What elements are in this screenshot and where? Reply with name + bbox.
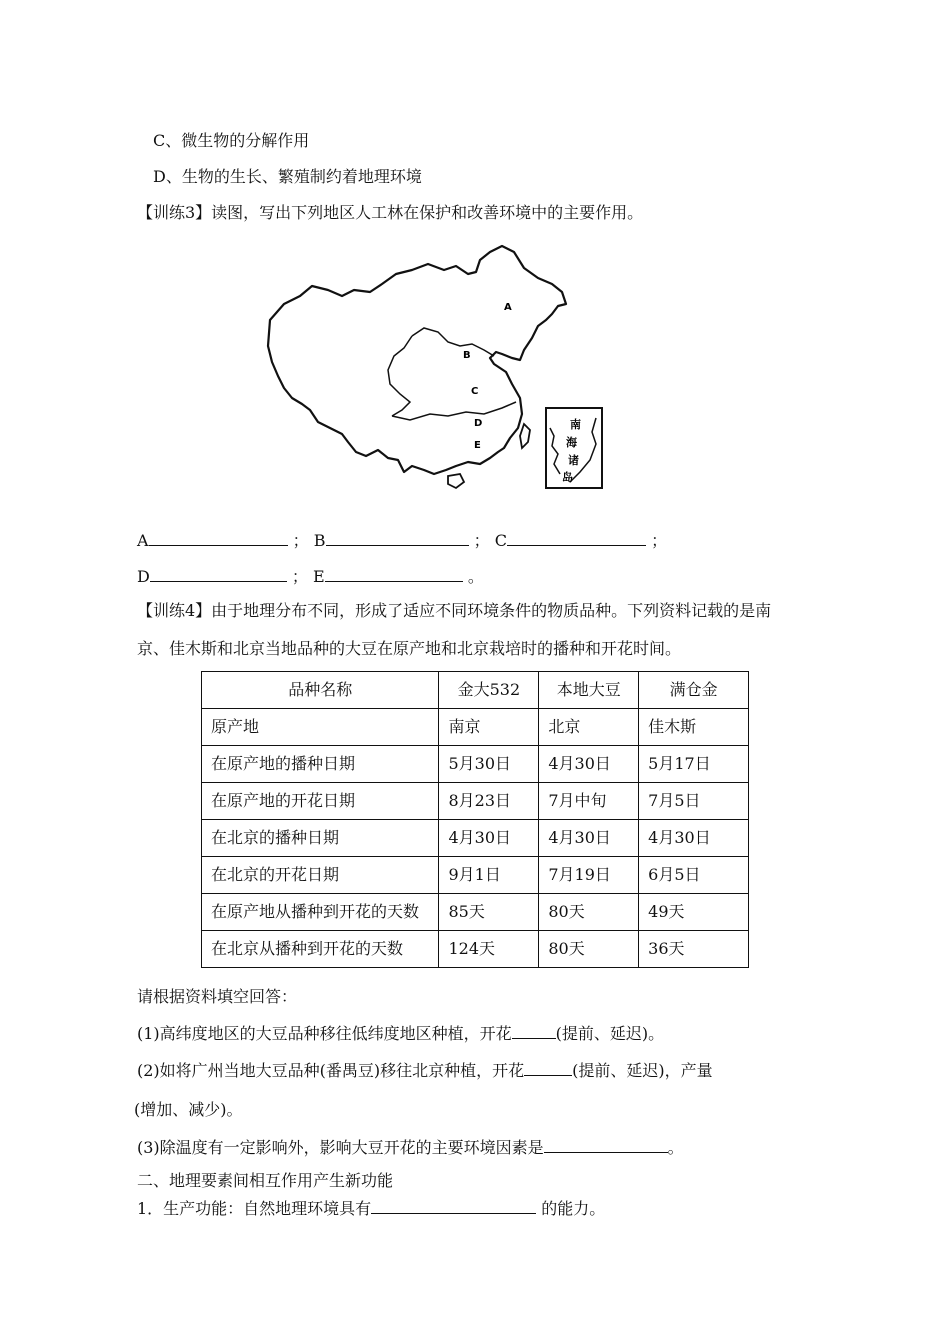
soybean-table <box>201 671 749 968</box>
table-cell: 80天 <box>539 931 639 968</box>
table-cell: 4月30日 <box>539 820 639 857</box>
question-2-options: (提前、延迟)，产量 <box>572 1061 713 1080</box>
table-cell: 4月30日 <box>539 746 639 783</box>
answer-d-label: D <box>137 567 150 586</box>
question-2 <box>137 1057 713 1081</box>
answer-a-sep: ； <box>292 531 309 550</box>
table-cell: 南京 <box>439 709 539 746</box>
table-cell: 8月23日 <box>439 783 539 820</box>
table-cell: 85天 <box>439 894 539 931</box>
map-label-a: A <box>504 302 512 313</box>
map-label-e: E <box>474 440 481 451</box>
table-row <box>202 857 749 894</box>
answer-d-blank[interactable] <box>150 563 287 582</box>
table-header-cell: 品种名称 <box>202 672 439 709</box>
answer-e-blank[interactable] <box>325 563 463 582</box>
training4-line1: 【训练4】由于地理分布不同，形成了适应不同环境条件的物质品种。下列资料记载的是南 <box>137 601 772 620</box>
table-cell: 在原产地的开花日期 <box>202 783 439 820</box>
answer-c-sep: ； <box>651 531 668 550</box>
training4-instruction: 请根据资料填空回答： <box>137 987 298 1006</box>
question-3-blank[interactable] <box>544 1134 668 1153</box>
question-3-end: 。 <box>667 1138 684 1157</box>
table-cell: 在北京从播种到开花的天数 <box>202 931 439 968</box>
option-c: C、微生物的分解作用 <box>153 131 310 150</box>
table-cell: 4月30日 <box>439 820 539 857</box>
table-cell: 7月19日 <box>539 857 639 894</box>
table-row <box>202 783 749 820</box>
table-cell: 7月中旬 <box>539 783 639 820</box>
section2-item1-end: 的能力。 <box>536 1199 606 1218</box>
section2-item1-text: 1．生产功能：自然地理环境具有 <box>137 1199 372 1218</box>
table-cell: 北京 <box>539 709 639 746</box>
region-boundary-north <box>412 328 494 356</box>
inset-char-2: 海 <box>566 436 577 449</box>
region-boundary-west <box>388 336 412 416</box>
inset-char-1: 南 <box>570 418 581 431</box>
section2-item1-blank[interactable] <box>371 1195 536 1214</box>
training3-prompt: 【训练3】读图，写出下列地区人工林在保护和改善环境中的主要作用。 <box>137 203 644 222</box>
option-d: D、生物的生长、繁殖制约着地理环境 <box>153 167 422 186</box>
answers-row-1 <box>137 527 667 551</box>
table-cell: 5月17日 <box>639 746 749 783</box>
table-cell: 80天 <box>539 894 639 931</box>
table-cell: 5月30日 <box>439 746 539 783</box>
hainan-island <box>448 474 464 488</box>
question-2-continued: (增加、减少)。 <box>134 1100 243 1119</box>
table-cell: 在原产地从播种到开花的天数 <box>202 894 439 931</box>
table-cell: 36天 <box>639 931 749 968</box>
answer-b-label: B <box>313 531 326 550</box>
section2-heading: 二、地理要素间相互作用产生新功能 <box>137 1171 394 1190</box>
table-row <box>202 709 749 746</box>
answers-row-2 <box>137 563 484 587</box>
inset-coastline-left <box>550 428 560 474</box>
map-label-c: C <box>471 386 479 397</box>
question-3-text: (3)除温度有一定影响外，影响大豆开花的主要环境因素是 <box>137 1138 544 1157</box>
answer-b-sep: ； <box>473 531 490 550</box>
table-header-row <box>202 672 749 709</box>
inset-char-4: 岛 <box>562 471 573 484</box>
answer-e-label: E <box>313 567 325 586</box>
question-1-text: (1)高纬度地区的大豆品种移往低纬度地区种植，开花 <box>137 1024 512 1043</box>
table-cell: 在北京的开花日期 <box>202 857 439 894</box>
section2-item1 <box>137 1195 605 1219</box>
table-row <box>202 894 749 931</box>
answer-c-label: C <box>494 531 507 550</box>
table-cell: 佳木斯 <box>639 709 749 746</box>
map-label-b: B <box>463 350 471 361</box>
region-boundary-south <box>392 402 516 420</box>
table-cell: 在原产地的播种日期 <box>202 746 439 783</box>
table-cell: 124天 <box>439 931 539 968</box>
answer-b-blank[interactable] <box>326 527 469 546</box>
answer-a-blank[interactable] <box>149 527 288 546</box>
table-header-cell: 金大532 <box>439 672 539 709</box>
table-header-cell: 满仓金 <box>639 672 749 709</box>
table-cell: 原产地 <box>202 709 439 746</box>
table-row <box>202 746 749 783</box>
answer-a-label: A <box>137 531 149 550</box>
table-cell: 在北京的播种日期 <box>202 820 439 857</box>
table-cell: 49天 <box>639 894 749 931</box>
answer-e-end: 。 <box>467 567 484 586</box>
table-row <box>202 931 749 968</box>
table-cell: 4月30日 <box>639 820 749 857</box>
table-cell: 6月5日 <box>639 857 749 894</box>
answer-d-sep: ； <box>291 567 308 586</box>
map-label-d: D <box>474 418 483 429</box>
question-2-blank[interactable] <box>524 1057 572 1076</box>
table-row <box>202 820 749 857</box>
training4-line2: 京、佳木斯和北京当地品种的大豆在原产地和北京栽培时的播种和开花时间。 <box>137 639 682 658</box>
table-cell: 7月5日 <box>639 783 749 820</box>
table-cell: 9月1日 <box>439 857 539 894</box>
inset-char-3: 诸 <box>568 454 579 467</box>
table-header-cell: 本地大豆 <box>539 672 639 709</box>
answer-c-blank[interactable] <box>507 527 646 546</box>
question-1-blank[interactable] <box>512 1020 556 1039</box>
question-3 <box>137 1134 684 1158</box>
question-1 <box>137 1020 664 1044</box>
china-map <box>262 238 612 500</box>
question-1-options: (提前、延迟)。 <box>555 1024 665 1043</box>
question-2-text: (2)如将广州当地大豆品种(番禺豆)移往北京种植，开花 <box>137 1061 525 1080</box>
taiwan-island <box>520 424 530 448</box>
